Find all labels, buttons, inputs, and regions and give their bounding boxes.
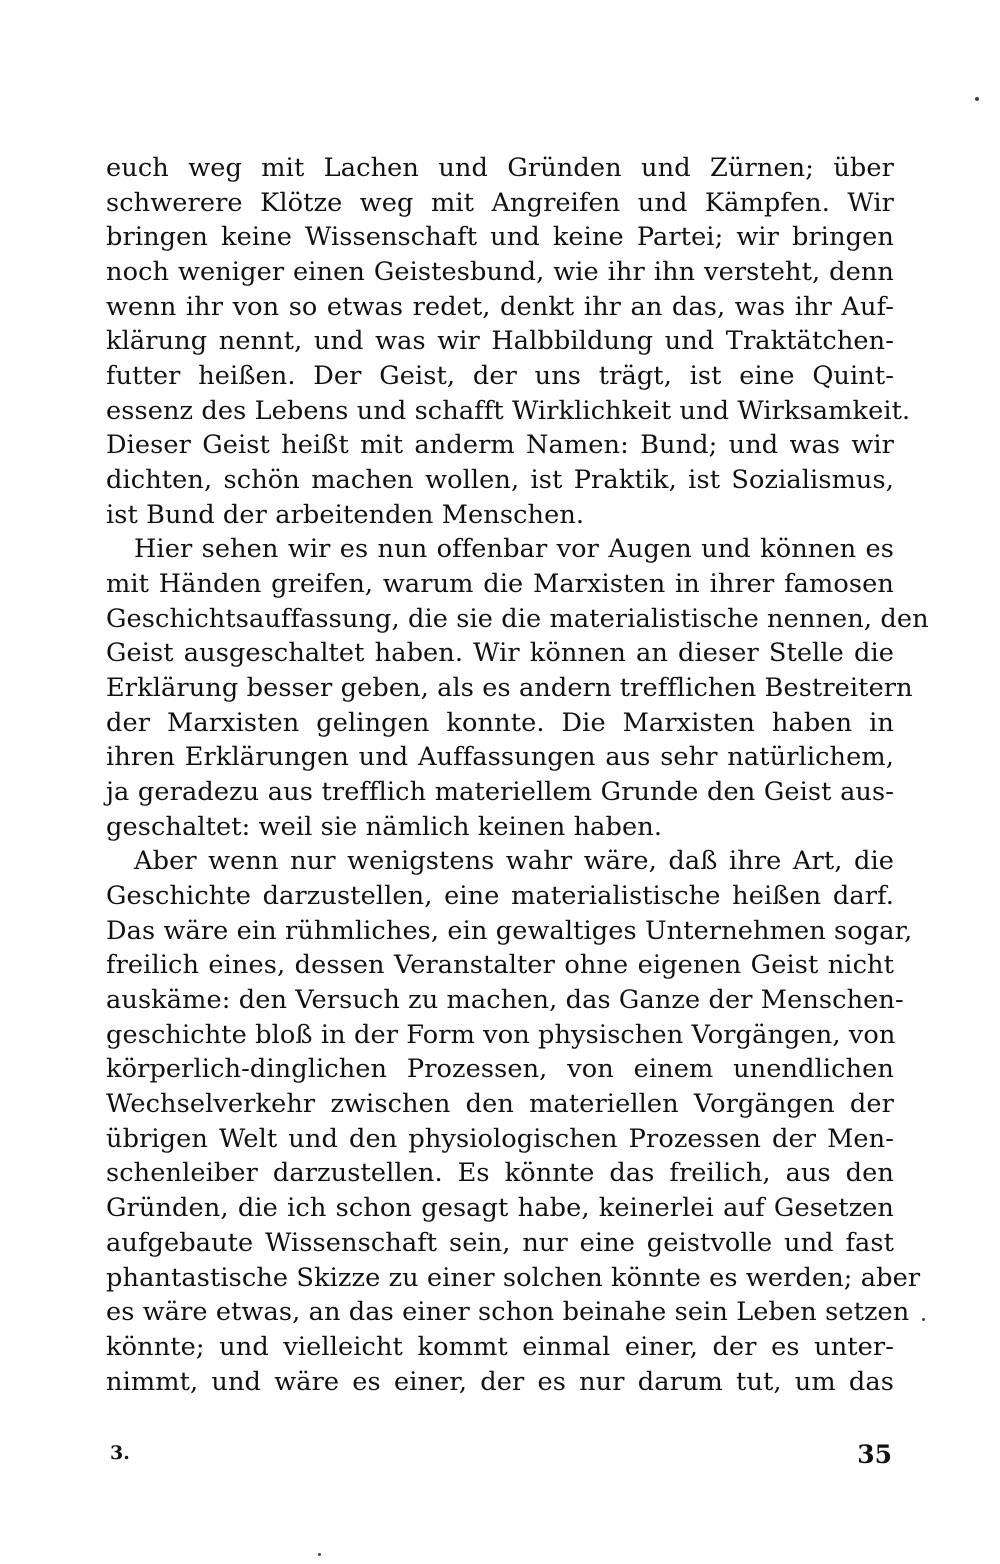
text-line: Dieser Geist heißt mit anderm Namen: Bund; und was wir [106, 430, 894, 461]
text-line: Das wäre ein rühmliches, ein gewaltiges Unternehmen sogar, [106, 915, 913, 946]
page-number: 35 [857, 1440, 892, 1469]
text-line: Geist ausgeschaltet haben. Wir können an dieser Stelle die [106, 638, 894, 669]
text-line: ja geradezu aus trefflich materiellem Grunde den Geist aus- [106, 777, 894, 808]
text-line: geschaltet: weil sie nämlich keinen haben. [106, 811, 663, 842]
text-line: körperlich-dinglichen Prozessen, von einem unendlichen [106, 1054, 894, 1085]
text-line: der Marxisten gelingen konnte. Die Marxisten haben in [106, 707, 894, 738]
text-line: freilich eines, dessen Veranstalter ohne eigenen Geist nicht [106, 950, 894, 981]
text-line: Aber wenn nur wenigstens wahr wäre, daß ihre Art, die [134, 846, 894, 877]
text-line: übrigen Welt und den physiologischen Prozessen der Men- [106, 1123, 894, 1154]
text-line: essenz des Lebens und schafft Wirklichkeit und Wirksamkeit. [106, 395, 911, 426]
text-line: wenn ihr von so etwas redet, denkt ihr an das, was ihr Auf- [106, 291, 894, 322]
text-line: futter heißen. Der Geist, der uns trägt, ist eine Quint- [106, 361, 894, 392]
text-line: schwerere Klötze weg mit Angreifen und Kämpfen. Wir [106, 187, 894, 218]
text-line: Erklärung besser geben, als es andern trefflichen Bestreitern [106, 673, 913, 704]
signature-mark: 3. [110, 1442, 130, 1464]
text-line: aufgebaute Wissenschaft sein, nur eine geistvolle und fast [106, 1227, 894, 1258]
text-line: Wechselverkehr zwischen den materiellen Vorgängen der [106, 1089, 894, 1120]
text-line: bringen keine Wissenschaft und keine Partei; wir bringen [106, 222, 894, 253]
body-text [106, 151, 929, 1399]
text-line: Geschichte darzustellen, eine materialistische heißen darf. [106, 881, 894, 912]
text-line: Gründen, die ich schon gesagt habe, keinerlei auf Gesetzen [106, 1193, 894, 1224]
text-line: phantastische Skizze zu einer solchen könnte es werden; aber [106, 1262, 921, 1293]
text-line: könnte; und vielleicht kommt einmal einer, der es unter- [106, 1331, 894, 1362]
text-line: es wäre etwas, an das einer schon beinahe sein Leben setzen [106, 1297, 910, 1328]
text-line: klärung nennt, und was wir Halbbildung und Traktätchen- [106, 326, 894, 357]
paper-speck [922, 1318, 925, 1321]
text-line: ist Bund der arbeitenden Menschen. [106, 499, 585, 530]
text-line: nimmt, und wäre es einer, der es nur darum tut, um das [106, 1366, 894, 1397]
text-line: ihren Erklärungen und Auffassungen aus sehr natürlichem, [106, 742, 894, 773]
text-line: noch weniger einen Geistesbund, wie ihr ihn versteht, denn [106, 257, 894, 288]
paper-speck [975, 97, 979, 101]
text-line: Geschichtsauffassung, die sie die materialistische nennen, den [106, 603, 929, 634]
paper-speck [318, 1553, 321, 1556]
text-line: mit Händen greifen, warum die Marxisten in ihrer famosen [106, 569, 894, 600]
text-line: dichten, schön machen wollen, ist Praktik, ist Sozialismus, [106, 465, 894, 496]
text-line: euch weg mit Lachen und Gründen und Zürnen; über [106, 153, 894, 183]
text-line: geschichte bloß in der Form von physischen Vorgängen, von [106, 1019, 896, 1050]
text-line: schenleiber darzustellen. Es könnte das freilich, aus den [106, 1158, 894, 1189]
text-line: auskäme: den Versuch zu machen, das Ganze der Menschen- [106, 985, 904, 1016]
text-line: Hier sehen wir es nun offenbar vor Augen und können es [134, 534, 894, 565]
